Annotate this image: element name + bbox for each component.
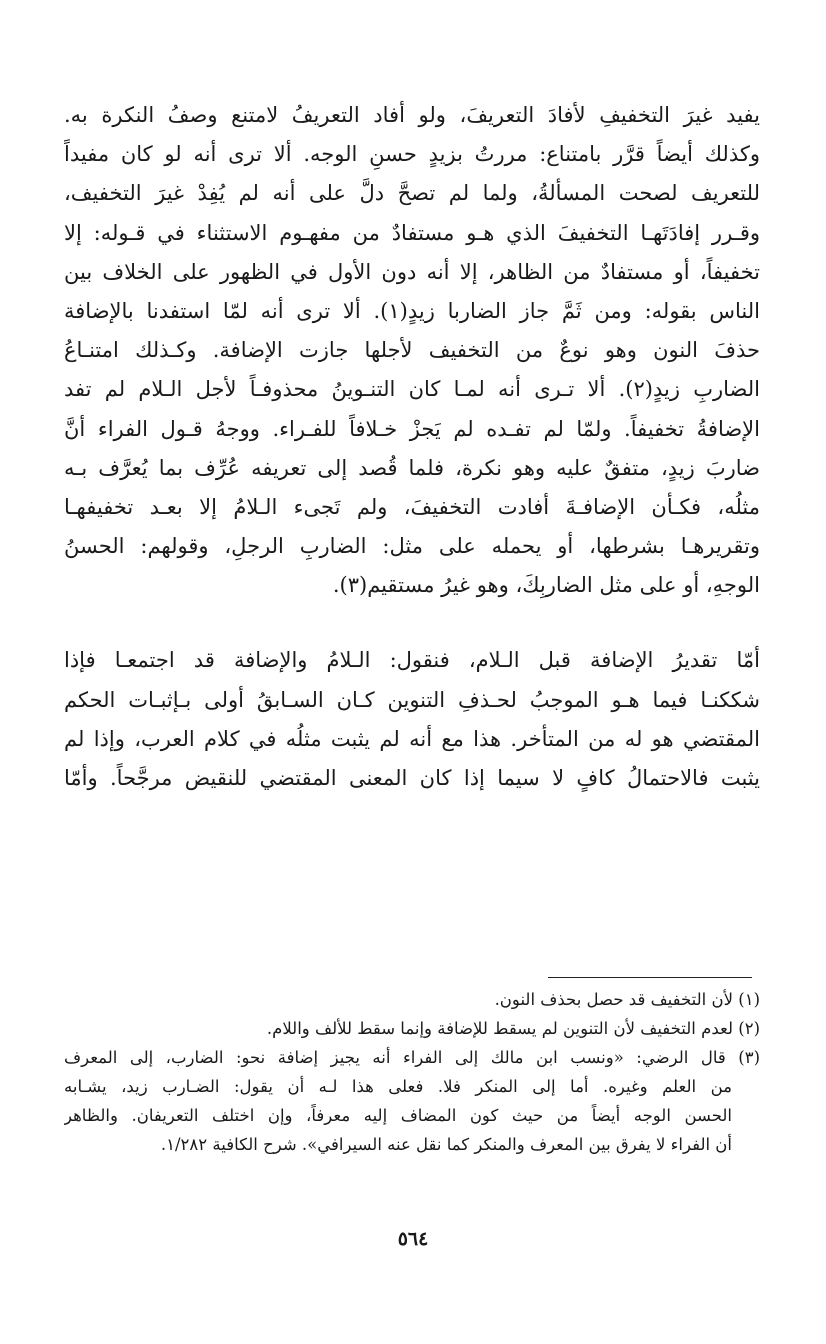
footnote-3-line: (٣) قال الرضي: «ونسب ابن مالك إلى الفراء أنه يجيز إضافة نحو: الضارب، إلى المعرف xyxy=(64,1048,760,1067)
text-line: الإضافةُ تخفيفاً. ولمّا لم تفـده لم يَجزْ خـلافاً للفـراء. ووجهُ قـول الفراء أنَّ xyxy=(64,416,760,441)
main-text xyxy=(64,96,760,798)
text-line: الناس بقوله: ومن ثَمَّ جاز الضاربا زيدٍ(١). ألا ترى أنه لمّا استفدنا بالإضافة xyxy=(64,298,760,323)
text-line: شككنـا فيما هـو الموجبُ لحـذفِ التنوين كـان السـابقُ أولى بـإثبـات الحكم xyxy=(64,687,760,712)
footnote-3-line: الحسن الوجه أيضاً من حيث كون المضاف إليه معرفاً، وإن اختلف التعريفان. والظاهر xyxy=(64,1106,732,1125)
footnote-1: (١) لأن التخفيف قد حصل بحذف النون. xyxy=(494,990,760,1009)
text-line: حذفَ النون وهو نوعٌ من التخفيف لأجلها جازت الإضافة. وكـذلك امتنـاعُ xyxy=(64,338,760,363)
text-line: يفيد غيرَ التخفيفِ لأفادَ التعريفَ، ولو أفاد التعريفُ لامتنع وصفُ النكرة به. xyxy=(64,103,760,127)
text-line: تخفيفاً، أو مستفادٌ من الظاهر، إلا أنه دون الأول في الظهور على الخلاف بين xyxy=(64,259,760,284)
text-line: وقـرر إفادَتَهـا التخفيفَ الذي هـو مستفادٌ من مفهـوم الاستثناء في قـوله: إلا xyxy=(64,220,760,245)
paragraph-1 xyxy=(64,96,760,605)
text-line: يثبت فالاحتمالُ كافٍ لا سيما إذا كان المعنى المقتضي للنقيض مرجَّحاً. وأمّا xyxy=(64,766,760,790)
text-line: أمّا تقديرُ الإضافة قبل الـلام، فنقول: الـلامُ والإضافة قد اجتمعـا فإذا xyxy=(64,648,760,673)
footnote-3-line: أن الفراء لا يفرق بين المعرف والمنكر كما نقل عنه السيرافي». شرح الكافية ١/٢٨٢. xyxy=(160,1135,732,1154)
text-line: الضاربِ زيدٍ(٢). ألا تـرى أنه لمـا كان التنـوينُ محذوفـاً لأجل الـلام لم تفد xyxy=(64,377,760,402)
text-line: مثلُه، فكـأن الإضافـةَ أفادت التخفيفَ، ولم تَجىء الـلامُ إلا بعـد تخفيفهـا xyxy=(64,494,760,519)
text-line: ضاربَ زيدٍ، متفقٌ عليه وهو نكرة، فلما قُصد إلى تعريفه عُرِّف بما يُعرَّف بـه xyxy=(64,455,760,480)
footnote-separator xyxy=(548,977,752,978)
footnote-3-line: من العلم وغيره. أما إلى المنكر فلا. فعلى هذا لـه أن يقول: الضـارب زيد، يشـابه xyxy=(64,1077,732,1096)
paragraph-2 xyxy=(64,641,760,798)
footnote-2: (٢) لعدم التخفيف لأن التنوين لم يسقط للإضافة وإنما سقط للألف واللام. xyxy=(266,1019,760,1038)
text-line: المقتضي هو له من المتأخر. هذا مع أنه لم يثبت مثلُه في كلام العرب، وإذا لم xyxy=(64,726,760,751)
footnotes xyxy=(64,985,760,1159)
text-line: وتقريرهـا بشرطها، أو يحمله على مثل: الضاربِ الرجلِ، وقولهم: الحسنُ xyxy=(64,534,760,559)
text-line: للتعريف لصحت المسألةُ، ولما لم تصحَّ دلَّ على أنه لم يُفِدْ غيرَ التخفيف، xyxy=(64,181,760,206)
page-number: ٥٦٤ xyxy=(397,1228,429,1250)
text-line: وكذلك أيضاً قرَّر بامتناع: مررتُ بزيدٍ حسنِ الوجه. ألا ترى أنه لو كان مفيداً xyxy=(64,142,760,167)
text-line: الوجهِ، أو على مثل الضاربِكَ، وهو غيرُ مستقيم(٣). xyxy=(332,573,760,598)
